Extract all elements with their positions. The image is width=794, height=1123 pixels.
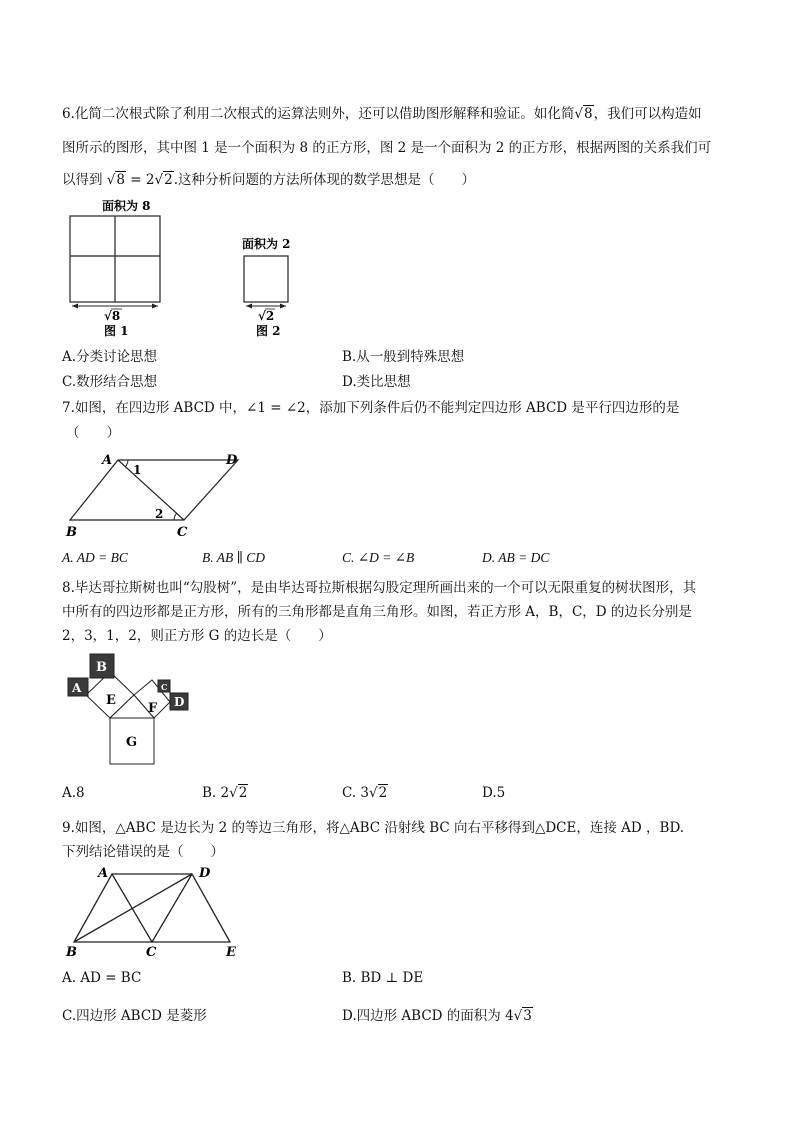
q9-figure — [62, 864, 252, 960]
triangle-abc — [74, 874, 152, 942]
angle-2-arc — [174, 513, 177, 520]
q6-option-a[interactable]: A.分类讨论思想 — [62, 349, 158, 365]
q6-figure — [60, 198, 320, 340]
q7-option-a[interactable]: A. AD = BC — [62, 550, 128, 565]
q6-line3: 以得到 √8 = 2√2.这种分析问题的方法所体现的数学思想是（ ） — [62, 172, 475, 188]
svg-text:A: A — [98, 866, 109, 881]
q9-option-c[interactable]: C.四边形 ABCD 是菱形 — [62, 1008, 207, 1024]
q6-option-b[interactable]: B.从一般到特殊思想 — [342, 349, 465, 365]
q8-option-c[interactable]: C. 3√2 — [342, 785, 388, 801]
svg-text:D: D — [226, 453, 238, 468]
q8-option-a[interactable]: A.8 — [62, 785, 85, 801]
q8-option-d[interactable]: D.5 — [482, 785, 506, 801]
svg-text:E: E — [226, 945, 236, 960]
svg-text:A: A — [72, 681, 82, 695]
fig2-square — [244, 256, 288, 302]
svg-text:A: A — [102, 453, 113, 468]
segment-bd — [74, 874, 192, 942]
svg-text:B: B — [66, 945, 77, 960]
diagonal-ac — [118, 460, 184, 520]
parallelogram-abcd — [70, 460, 238, 520]
q6-option-d[interactable]: D.类比思想 — [342, 374, 411, 390]
fig1-side-label: √8 — [104, 309, 121, 323]
q8-option-b[interactable]: B. 2√2 — [202, 785, 248, 801]
q9-option-a[interactable]: A. AD = BC — [62, 970, 142, 986]
q6-line1: 6.化简二次根式除了利用二次根式的运算法则外，还可以借助图形解释和验证。如化简√8，我们可以构造如 — [62, 106, 702, 122]
q7-figure — [62, 448, 252, 540]
q8-pythagoras-tree — [62, 650, 202, 768]
q9-option-d[interactable]: D.四边形 ABCD 的面积为 4√3 — [342, 1008, 532, 1024]
fig2-caption: 图 2 — [256, 324, 281, 338]
q7-option-c[interactable]: C. ∠D = ∠B — [342, 550, 415, 565]
q8-line1: 8.毕达哥拉斯树也叫“勾股树”，是由毕达哥拉斯根据勾股定理所画出来的一个可以无限重复的树状图形，其 — [62, 580, 697, 596]
angle-1-arc — [125, 460, 128, 467]
svg-text:C: C — [177, 525, 188, 540]
svg-text:1: 1 — [133, 463, 142, 477]
q7-line1: 7.如图，在四边形 ABCD 中，∠1 = ∠2，添加下列条件后仍不能判定四边形 ABCD 是平行四边形的是 — [62, 400, 680, 416]
fig1-caption: 图 1 — [104, 324, 129, 338]
fig2-area-label: 面积为 2 — [242, 237, 291, 251]
svg-text:C: C — [146, 945, 157, 960]
svg-text:D: D — [174, 695, 185, 709]
q9-option-b[interactable]: B. BD ⊥ DE — [342, 970, 424, 986]
svg-text:F: F — [148, 701, 158, 716]
q9-line2: 下列结论错误的是（ ） — [62, 844, 224, 860]
sqrt-8-eq: √8 — [106, 172, 125, 188]
q8-line2: 中所有的四边形都是正方形，所有的三角形都是直角三角形。如图，若正方形 A，B，C，D 的边长分别是 — [62, 604, 692, 620]
svg-text:D: D — [199, 866, 211, 881]
sqrt-2-eq: √2 — [154, 172, 173, 188]
triangle-dce — [152, 874, 230, 942]
svg-text:G: G — [126, 735, 138, 750]
q6-option-c[interactable]: C.数形结合思想 — [62, 374, 158, 390]
svg-text:2: 2 — [155, 507, 164, 521]
q9-line1: 9.如图，△ABC 是边长为 2 的等边三角形，将△ABC 沿射线 BC 向右平移得到△DCE，连接 AD ，BD. — [62, 820, 685, 836]
q8-line3: 2，3，1，2，则正方形 G 的边长是（ ） — [62, 628, 332, 644]
svg-text:E: E — [106, 693, 116, 708]
q7-option-d[interactable]: D. AB = DC — [482, 550, 550, 565]
fig1-area-label: 面积为 8 — [102, 199, 151, 213]
fig2-side-label: √2 — [258, 309, 275, 323]
svg-text:C: C — [161, 682, 168, 692]
q6-line2: 图所示的图形，其中图 1 是一个面积为 8 的正方形，图 2 是一个面积为 2 的正方形，根据两图的关系我们可 — [62, 140, 712, 156]
sqrt-8: √8 — [574, 106, 593, 122]
q7-option-b[interactable]: B. AB ∥ CD — [202, 550, 265, 565]
q7-line2: （ ） — [66, 425, 120, 441]
svg-text:B: B — [66, 525, 77, 540]
svg-text:B: B — [96, 660, 107, 675]
